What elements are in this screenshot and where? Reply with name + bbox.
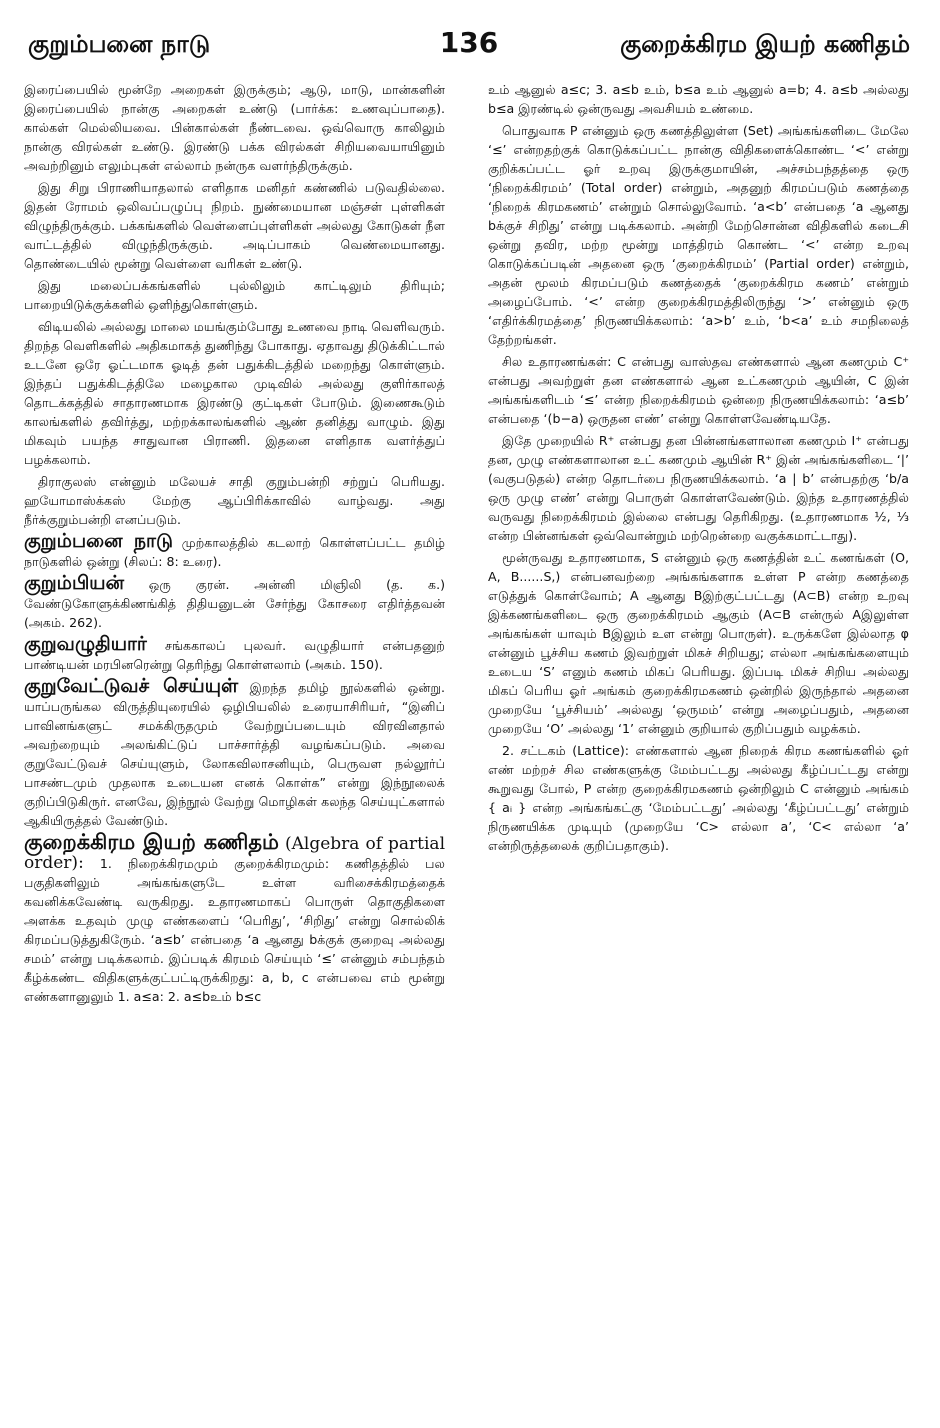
encyclopedia-entry [24,677,445,830]
paragraph: விடியலில் அல்லது மாலை மயங்கும்போது உணவை நாடி வெளிவரும். திறந்த வெளிகளில் அதிகமாகத் துணிந்து போகாது. ஏதாவது திடுக்கிட்டால் உடனே ஒரே ஓட்டமாக ஓடித் தன் பதுக்கிடத்தில் மறைந்து கொள்ளும். இந்தப் பதுக்கிடத்திலே மழைகால முடிவில் அல்லது குளிர்காலத் தொடக்கத்தில் சாதாரணமாக இரண்டு குட்டிகள் போடும். இணைகூடும் காலங்களில் தவிர்த்து, மற்றக்காலங்களில் ஆண் தனித்து வாழும். இது மிகவும் பயந்த சாதுவான பிராணி. இதனை எளிதாக வளர்த்துப் பழக்கலாம். [24,319,445,467]
entry-headword-english: (Algebra of partial order): [24,834,445,873]
encyclopedia-entry [24,635,445,674]
entry-body: 1. நிறைக்கிரமமும் குறைக்கிரமமும்: கணிதத்தில் பல பகுதிகளிலும் அங்கங்களுடே உள்ள வரிசைக்கிரமத்தைக் கவனிக்கவேண்டி வருகிறது. உதாரணமாகப் பொருள் தொகுதிகளை அளக்க உதவும் முழு எண்களைப் ‘பெரிது’, ‘சிறிது’ என்று சொல்லிக் கிரமப்படுத்துகிருேம். ‘a≤b’ என்பதை ‘a ஆனது bக்குக் குறைவு அல்லது சமம்’ என்று படிக்கலாம். இப்படிக் கிரமம் செய்யும் ‘≤’ என்னும் சம்பந்தம் கீழ்க்கண்ட விதிகளுக்குட்பட்டிருக்கிறது: a, b, c என்பவை எம் மூன்று எண்களானுலும் 1. a≤a: 2. a≤bஉம் b≤c [24,856,445,1004]
encyclopedia-entry [24,532,445,571]
entry-body: இறந்த தமிழ் நூல்களில் ஒன்று. யாப்பருங்கல விருத்தியுரையில் ஒழிபியலில் உரையாசிரியர், “இனிப் பாவினங்களுட் சமக்கிருதமும் வேற்றுப்படையும் விரவினதால் அவற்றையும் அலங்கிட்டுப் பாச்சார்த்தி வழங்கப்படும். அவை குறுவேட்டுவச் செய்யுளும், லோகவிலாசனியும், பெருவள நல்லூர்ப் பாசண்டமும் முதலாக உடையன எனக் கொள்க” என்று இந்நூலைக் குறிப்பிடுகிருர். எனவே, இந்நூல் வேற்று மொழிகள் கலந்த செய்யுட்களால் ஆகியிருத்தல் வேண்டும். [24,680,445,828]
entry-headword: குறைக்கிரம இயற் கணிதம் [24,830,279,854]
entry-headword: குறுவழுதியார் [24,633,147,655]
paragraph: இரைப்பையில் மூன்றே அறைகள் இருக்கும்; ஆடு, மாடு, மான்களின் இரைப்பையில் நான்கு அறைகள் உண்டு (பார்க்க: உணவுப்பாதை). கால்கள் மெல்லியவை. பின்கால்கள் நீண்டவை. ஒவ்வொரு காலிலும் நான்கு விரல்கள் உண்டு. இரண்டு பக்க விரல்கள் சிறியவையாயினும் அவற்றினும் எலும்புகள் எல்லாம் நன்ருக வளர்ந்திருக்கும். [24,82,445,173]
right-column [488,80,909,1380]
page-number: 136 [439,26,499,59]
paragraph: திராகுலஸ் என்னும் மலேயச் சாதி குறும்பன்றி சற்றுப் பெரியது. ஹயோமாஸ்க்கஸ் மேற்கு ஆப்பிரிக்காவில் வாழ்வது. அது நீர்க்குறும்பன்றி எனப்படும். [24,474,445,527]
entry-headword: குறுவேட்டுவச் செய்யுள் [24,675,239,697]
paragraph: சில உதாரணங்கள்: C என்பது வாஸ்தவ எண்களால் ஆன கணமும் C⁺ என்பது அவற்றுள் தன எண்களால் ஆன உட்கணமும் ஆயின், C இன் அங்கங்களிடம் ‘≤’ என்ற நிறைக்கிரமம் ஒன்றை நிருணயிக்கலாம்: ‘a≤b’ என்பதை ‘(b−a) ஒருதன எண்’ என்று கொள்ளவேண்டியதே. [488,354,909,426]
running-head-left: குறும்பனை நாடு [28,30,211,58]
encyclopedia-entry [24,830,445,1006]
entry-body: முற்காலத்தில் கடலாற் கொள்ளப்பட்ட தமிழ் நாடுகளில் ஒன்று (சிலப்: 8: உரை). [24,535,445,569]
encyclopedia-entry [24,574,445,632]
paragraph: பொதுவாக P என்னும் ஒரு கணத்திலுள்ள (Set) அங்கங்களிடை மேலே ‘≤’ என்றதற்குக் கொடுக்கப்பட்ட நான்கு விதிகளைக்கொண்ட ‘<’ என்று குறிக்கப்பட்ட ஓர் உறவு இருக்குமாயின், அச்சம்பந்தத்தை ஒரு ‘நிறைக்கிரமம்’ (Total order) என்றும், அதனுற் கிரமப்படும் கணத்தை ‘நிறைக் கிரமகணம்’ என்றும் சொல்லுவோம். ‘a<b’ என்பதை ‘a ஆனது bக்குச் சிறிது’ என்று படிக்கலாம். அன்றி மேற்சொன்ன விதிகளில் கடைசி ஒன்று தவிர, மற்ற மூன்று மாத்திரம் கொண்ட ‘<’ என்ற உறவு கொடுக்கப்படின் அதனை ஒரு ‘குறைக்கிரமம்’ (Partial order) என்றும், அதன் மூலம் கிரமப்படும் கணத்தைக் ‘குறைக்கிரம கணம்’ என்றும் அழைப்போம். ‘<’ என்ற குறைக்கிரமத்திலிருந்து ‘>’ என்னும் ஒரு ‘எதிர்க்கிரமத்தை’ நிருணயிக்கலாம்: ‘a>b’ உம், ‘b<a’ உம் சமநிலைத் தேற்றங்கள். [488,123,909,347]
entry-body: ஒரு குரன். அன்னி மிஞிலி (த. க.) வேண்டுகோளுக்கிணங்கித் திதியனுடன் சேர்ந்து கோசரை எதிர்த்தவன் (அகம். 262). [24,577,445,630]
paragraph: இது சிறு பிராணியாதலால் எளிதாக மனிதர் கண்ணில் படுவதில்லை. இதன் ரோமம் ஒலிவப்பழுப்பு நிறம். நுண்மையான மஞ்சள் புள்ளிகள் விழுந்திருக்கும். பக்கங்களில் வெள்ளைப்புள்ளிகள் அல்லது கோடுகள் நீள வாட்டத்தில் விழுந்திருக்கும். அடிப்பாகம் வெண்மையானது. தொண்டையில் மூன்று வெள்ளை வரிகள் உண்டு. [24,180,445,271]
paragraph: 2. சட்டகம் (Lattice): எண்களால் ஆன நிறைக் கிரம கணங்களில் ஓர் எண் மற்றச் சில எண்களுக்கு மேம்பட்டது அல்லது கீழ்ப்பட்டது என்று கூறுவது போல், P என்ற குறைக்கிரமகணம் ஒன்றிலும் C என்னும் அங்கம் { aᵢ } என்ற அங்கங்கட்கு ‘மேம்பட்டது’ அல்லது ‘கீழ்ப்பட்டது’ என்றும் நிருணயிக்க முடியும் (முறையே ‘C> எல்லா a’, ‘C< எல்லா ‘a’ என்றிருத்தலைக் குறிப்பதாகும்). [488,743,909,853]
paragraph: மூன்ருவது உதாரணமாக, S என்னும் ஒரு கணத்தின் உட் கணங்கள் (O, A, B......S,) என்பனவற்றை அங்கங்களாக உள்ள P என்ற கணத்தை எடுத்துக் கொள்வோம்; A ஆனது Bஇற்குட்பட்டது (A⊂B) என்ற உறவு இக்கணங்களிடை ஒரு குறைக்கிரமம் ஆகும் (A⊂B என்ருல் Aஇலுள்ள அங்கங்கள் யாவும் Bஇலும் உள என்று பொருள்). உருக்களே இல்லாத φ என்னும் பூச்சிய கணம் இவற்றுள் மிகச் சிறியது; எல்லா அங்கங்களையும் உடைய ‘S’ எனும் கணம் மிகப் பெரியது. இப்படி மிகச் சிறிய அல்லது மிகப் பெரிய ஓர் அங்கம் குறைக்கிரமகணம் ஒன்றில் இருந்தால் அதனை முறையே ‘பூச்சியம்’ அல்லது ‘ஒருமம்’ என்று அழைப்பதும், அதனை முறையே ‘O’ அல்லது ‘1’ என்னும் குறியால் குறிப்பதும் வழக்கம். [488,550,909,736]
left-column [24,80,445,1380]
entry-body: சங்ககாலப் புலவர். வழுதியார் என்பதனுற் பாண்டியன் மரபினரென்று தெரிந்து கொள்ளலாம் (அகம். 150). [24,638,445,672]
running-head-right: குறைக்கிரம இயற் கணிதம் [620,30,910,58]
paragraph: இதே முறையில் R⁺ என்பது தன பின்னங்களாலான கணமும் I⁺ என்பது தன, முழு எண்களாலான உட் கணமும் ஆயின் R⁺ இன் அங்கங்களிடை ‘|’ (வகுபடுதல்) என்ற தொடர்பை நிருணயிக்கலாம். ‘a | b’ என்பதற்கு ‘b/a ஒரு முழு எண்’ என்று பொருள் கொள்ளவேண்டும். இந்த உதாரணத்தில் வருவது நிறைக்கிரமம் இல்லை என்பது தெரிகிறது. (உதாரணமாக ½, ⅓ என்ற பின்னங்கள் ஒவ்வொன்றும் மற்றென்றை வகுக்கமாட்டாது). [488,433,909,543]
paragraph: இது மலைப்பக்கங்களில் புல்லிலும் காட்டிலும் திரியும்; பாறையிடுக்குக்களில் ஒளிந்துகொள்ளும். [24,278,445,312]
page-header [28,26,910,70]
entry-headword: குறும்பியன் [24,572,124,594]
entry-headword: குறும்பனை நாடு [24,530,173,552]
paragraph: உம் ஆனுல் a≤c; 3. a≤b உம், b≤a உம் ஆனுல் a=b; 4. a≤b அல்லது b≤a இரண்டில் ஒன்ருவது அவசியம் உண்மை. [488,82,909,116]
